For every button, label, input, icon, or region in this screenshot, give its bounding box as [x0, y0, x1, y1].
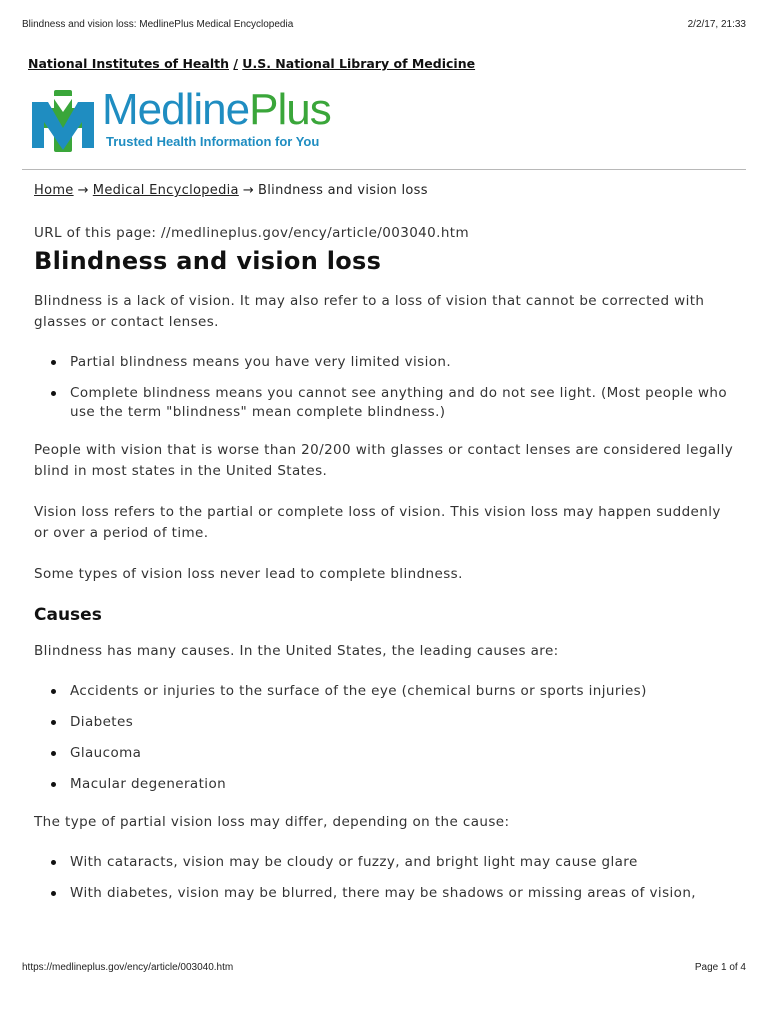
vision-loss-paragraph: Vision loss refers to the partial or complete loss of vision. This vision loss may happen suddenly or over a period of time.	[34, 504, 721, 541]
breadcrumb-home[interactable]: Home	[34, 183, 74, 198]
header-divider	[22, 169, 746, 170]
causes-list	[34, 682, 734, 794]
breadcrumb-arrow-icon: →	[77, 183, 89, 198]
list-item: Glaucoma	[34, 744, 734, 763]
medlineplus-logo[interactable]	[28, 85, 331, 154]
nih-link[interactable]: National Institutes of Health	[28, 56, 229, 71]
legal-blindness-paragraph: People with vision that is worse than 20/200 with glasses or contact lenses are considered legally blind in most states in the United States.	[34, 442, 734, 479]
list-item: With diabetes, vision may be blurred, there may be shadows or missing areas of vision,	[34, 884, 734, 903]
list-item: Partial blindness means you have very limited vision.	[34, 353, 734, 372]
causes-intro: Blindness has many causes. In the United States, the leading causes are:	[34, 643, 559, 659]
page-title: Blindness and vision loss	[34, 247, 382, 275]
list-item: Macular degeneration	[34, 775, 734, 794]
article-content	[34, 225, 734, 921]
page-url-line: URL of this page: //medlineplus.gov/ency/article/003040.htm	[34, 225, 470, 241]
intro-list	[34, 353, 734, 422]
list-item: Accidents or injuries to the surface of the eye (chemical burns or sports injuries)	[34, 682, 734, 701]
causes-heading: Causes	[34, 605, 102, 625]
partial-loss-intro: The type of partial vision loss may differ, depending on the cause:	[34, 814, 510, 830]
logo-name-main: Medline	[102, 85, 250, 134]
print-header-title: Blindness and vision loss: MedlinePlus Medical Encyclopedia	[22, 19, 294, 30]
nih-nlm-links	[28, 56, 475, 71]
list-item: Complete blindness means you cannot see anything and do not see light. (Most people who use the term "blindness" mean complete blindness.)	[34, 384, 734, 422]
print-footer-page: Page 1 of 4	[694, 962, 746, 973]
print-header	[22, 19, 746, 30]
nlm-link[interactable]: U.S. National Library of Medicine	[242, 56, 476, 71]
nih-separator: /	[233, 56, 238, 71]
breadcrumb-medical-encyclopedia[interactable]: Medical Encyclopedia	[92, 183, 239, 198]
list-item: Diabetes	[34, 713, 734, 732]
partial-loss-list	[34, 853, 734, 903]
medlineplus-logo-icon	[28, 88, 98, 154]
logo-name-plus: Plus	[249, 85, 331, 134]
breadcrumb-arrow-icon: →	[242, 183, 255, 198]
print-footer	[22, 962, 746, 973]
breadcrumb	[34, 183, 428, 198]
print-header-datetime: 2/2/17, 21:33	[687, 19, 746, 30]
logo-wordmark	[102, 85, 331, 134]
print-footer-url: https://medlineplus.gov/ency/article/003040.htm	[22, 962, 234, 973]
list-item: With cataracts, vision may be cloudy or fuzzy, and bright light may cause glare	[34, 853, 734, 872]
breadcrumb-current: Blindness and vision loss	[258, 183, 428, 198]
logo-tagline: Trusted Health Information for You	[106, 134, 320, 149]
vision-loss-types-paragraph: Some types of vision loss never lead to complete blindness.	[34, 566, 463, 582]
intro-paragraph: Blindness is a lack of vision. It may also refer to a loss of vision that cannot be corrected with glasses or contact lenses.	[34, 293, 705, 330]
